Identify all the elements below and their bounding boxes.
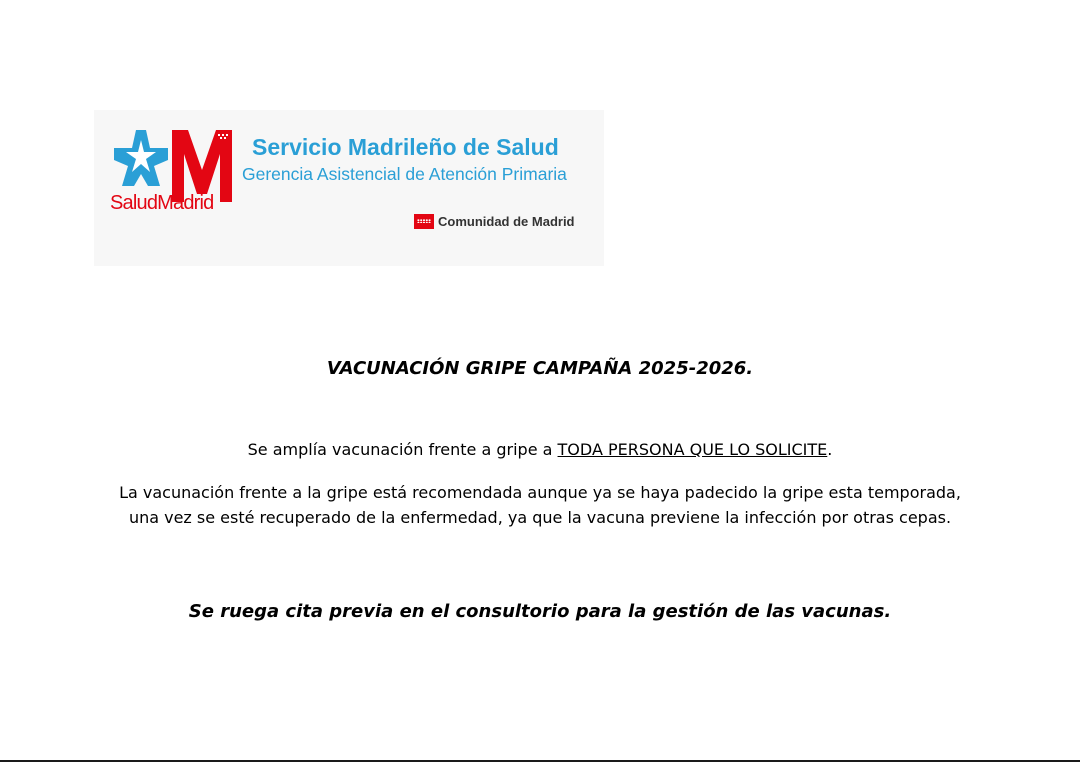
comunidad-label: Comunidad de Madrid: [438, 214, 575, 229]
page-bottom-divider: [0, 760, 1080, 762]
comunidad-de-madrid-brand: [414, 214, 575, 229]
notice-title: VACUNACIÓN GRIPE CAMPAÑA 2025-2026.: [326, 358, 754, 379]
expansion-prefix: Se amplía vacunación frente a gripe a: [247, 440, 558, 459]
header-logo-block: [94, 110, 604, 266]
paragraph-line-1: La vacunación frente a la gripe está recomendada aunque ya se haya padecido la gripe esta temporada,: [119, 483, 961, 502]
notice-line-expansion: [0, 440, 1080, 459]
expansion-underlined: TODA PERSONA QUE LO SOLICITE: [557, 440, 828, 459]
wordmark-salud: Salud: [110, 192, 158, 214]
comunidad-flag-icon: [414, 214, 434, 229]
expansion-suffix: .: [827, 440, 833, 459]
wordmark-madrid: Madrid: [157, 192, 214, 214]
paragraph-line-2: una vez se esté recuperado de la enfermedad, ya que la vacuna previene la infección por otras cepas.: [128, 508, 952, 527]
appointment-notice: Se ruega cita previa en el consultorio para la gestión de las vacunas.: [188, 601, 892, 622]
salud-madrid-wordmark: [110, 192, 214, 215]
org-title: Servicio Madrileño de Salud: [252, 134, 559, 160]
org-subtitle: Gerencia Asistencial de Atención Primaria: [242, 164, 567, 184]
notice-paragraph: [0, 480, 1080, 530]
